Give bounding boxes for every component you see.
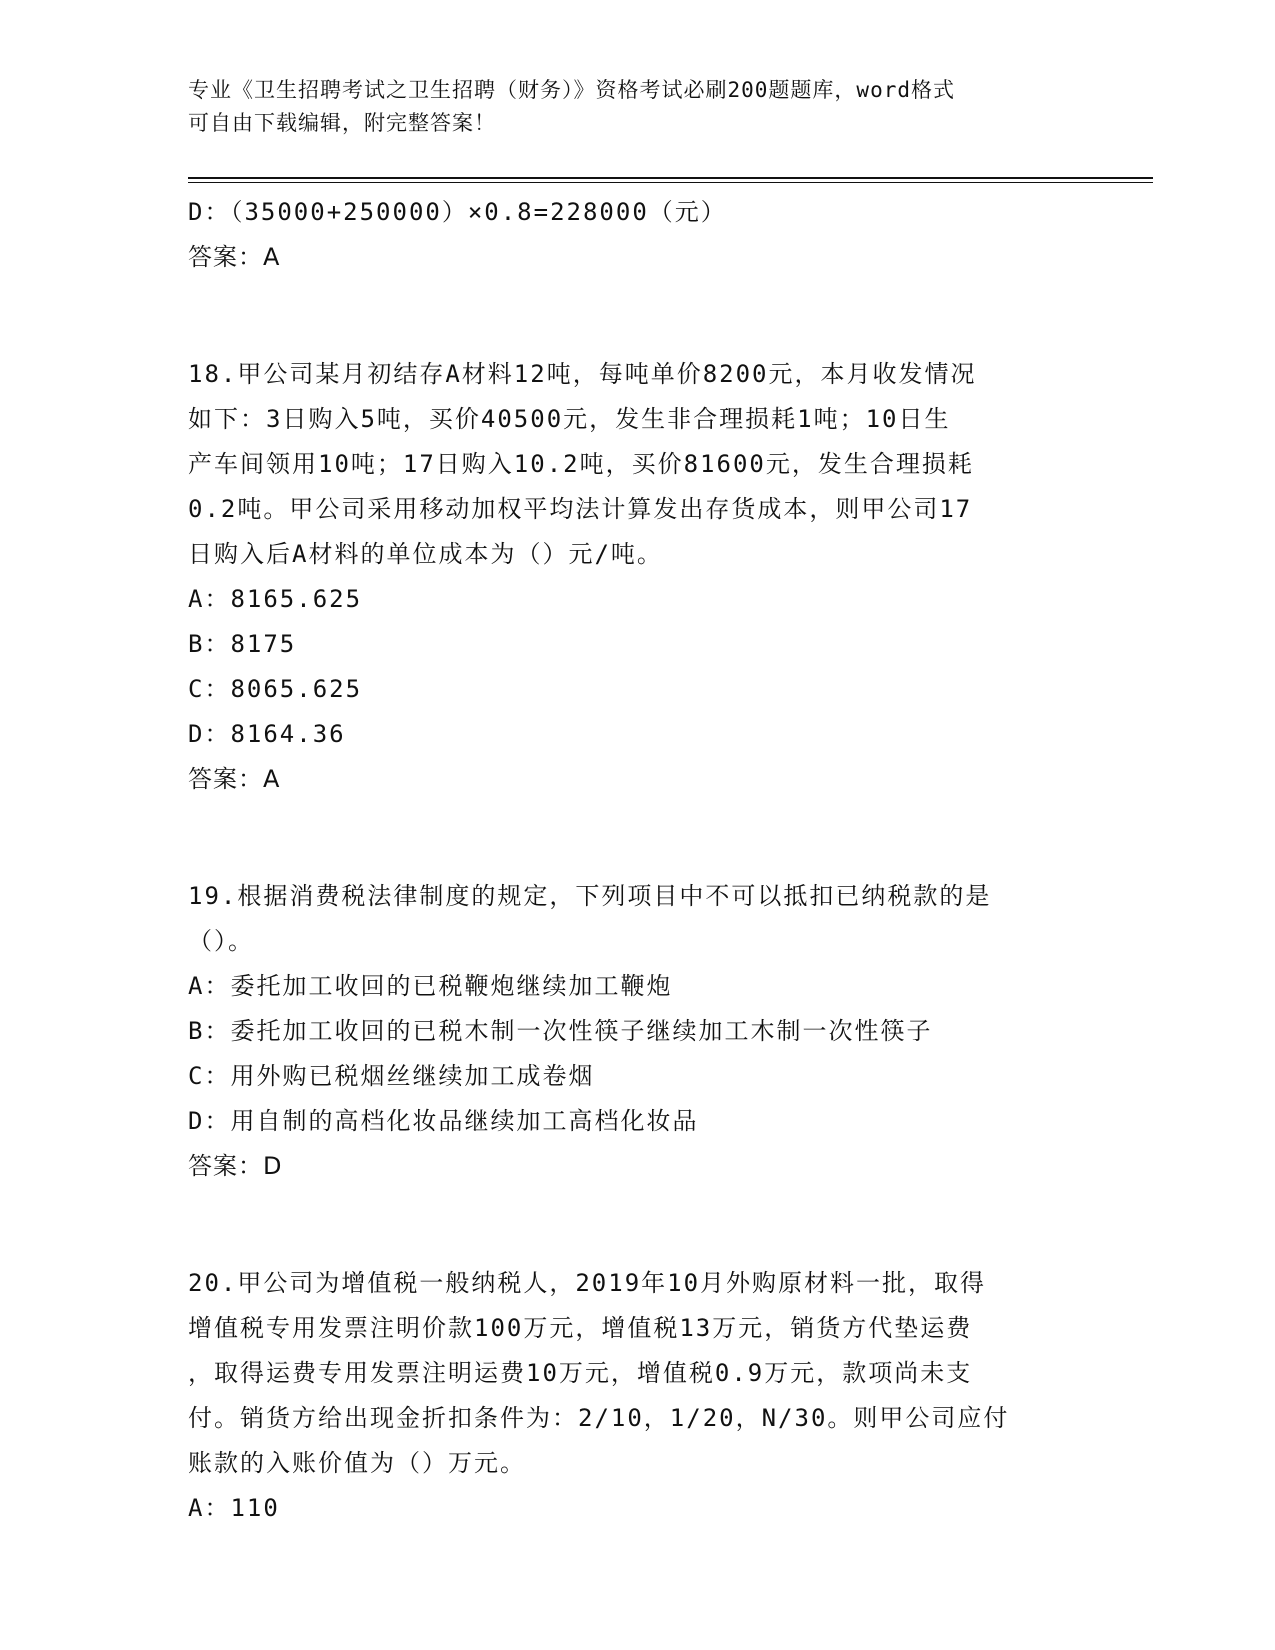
page-content <box>188 190 1088 1531</box>
previous-question-tail <box>188 190 1088 280</box>
option-d: D：8164.36 <box>188 720 346 748</box>
question-stem-line: 19.根据消费税法律制度的规定，下列项目中不可以抵扣已纳税款的是 <box>188 882 992 910</box>
question-stem-line: 日购入后A材料的单位成本为（）元/吨。 <box>188 540 663 568</box>
header-divider-thin <box>188 182 1153 183</box>
header-line-1: 专业《卫生招聘考试之卫生招聘（财务）》资格考试必刷200题题库，word格式 <box>188 78 955 102</box>
question-stem-line: 如下：3日购入5吨，买价40500元，发生非合理损耗1吨；10日生 <box>188 405 951 433</box>
question-stem-line: 产车间领用10吨；17日购入10.2吨，买价81600元，发生合理损耗 <box>188 450 974 478</box>
header-divider <box>188 177 1153 179</box>
question-stem-line: 0.2吨。甲公司采用移动加权平均法计算发出存货成本，则甲公司17 <box>188 495 973 523</box>
answer-line: 答案：A <box>188 243 281 271</box>
question-19 <box>188 874 1088 1189</box>
option-a: A：8165.625 <box>188 585 363 613</box>
answer-line: 答案：A <box>188 765 281 793</box>
question-stem-line: （）。 <box>188 927 254 955</box>
question-20 <box>188 1261 1088 1531</box>
page-header <box>188 74 1068 140</box>
option-a: A：110 <box>188 1494 280 1522</box>
option-c: C：8065.625 <box>188 675 363 703</box>
answer-line: 答案：D <box>188 1152 283 1180</box>
option-d: D：（35000+250000）×0.8=228000（元） <box>188 198 727 226</box>
question-stem-line: 20.甲公司为增值税一般纳税人，2019年10月外购原材料一批，取得 <box>188 1269 987 1297</box>
option-a: A：委托加工收回的已税鞭炮继续加工鞭炮 <box>188 972 673 1000</box>
question-stem-line: 账款的入账价值为（）万元。 <box>188 1449 526 1477</box>
question-stem-line: 付。销货方给出现金折扣条件为：2/10，1/20，N/30。则甲公司应付 <box>188 1404 1010 1432</box>
question-stem-line: 增值税专用发票注明价款100万元，增值税13万元，销货方代垫运费 <box>188 1314 973 1342</box>
question-stem-line: ，取得运费专用发票注明运费10万元，增值税0.9万元，款项尚未支 <box>188 1359 973 1387</box>
option-d: D：用自制的高档化妆品继续加工高档化妆品 <box>188 1107 699 1135</box>
question-18 <box>188 352 1088 802</box>
option-b: B：委托加工收回的已税木制一次性筷子继续加工木制一次性筷子 <box>188 1017 933 1045</box>
header-line-2: 可自由下载编辑，附完整答案！ <box>188 111 496 135</box>
option-c: C：用外购已税烟丝继续加工成卷烟 <box>188 1062 595 1090</box>
option-b: B：8175 <box>188 630 297 658</box>
question-stem-line: 18.甲公司某月初结存A材料12吨，每吨单价8200元，本月收发情况 <box>188 360 977 388</box>
